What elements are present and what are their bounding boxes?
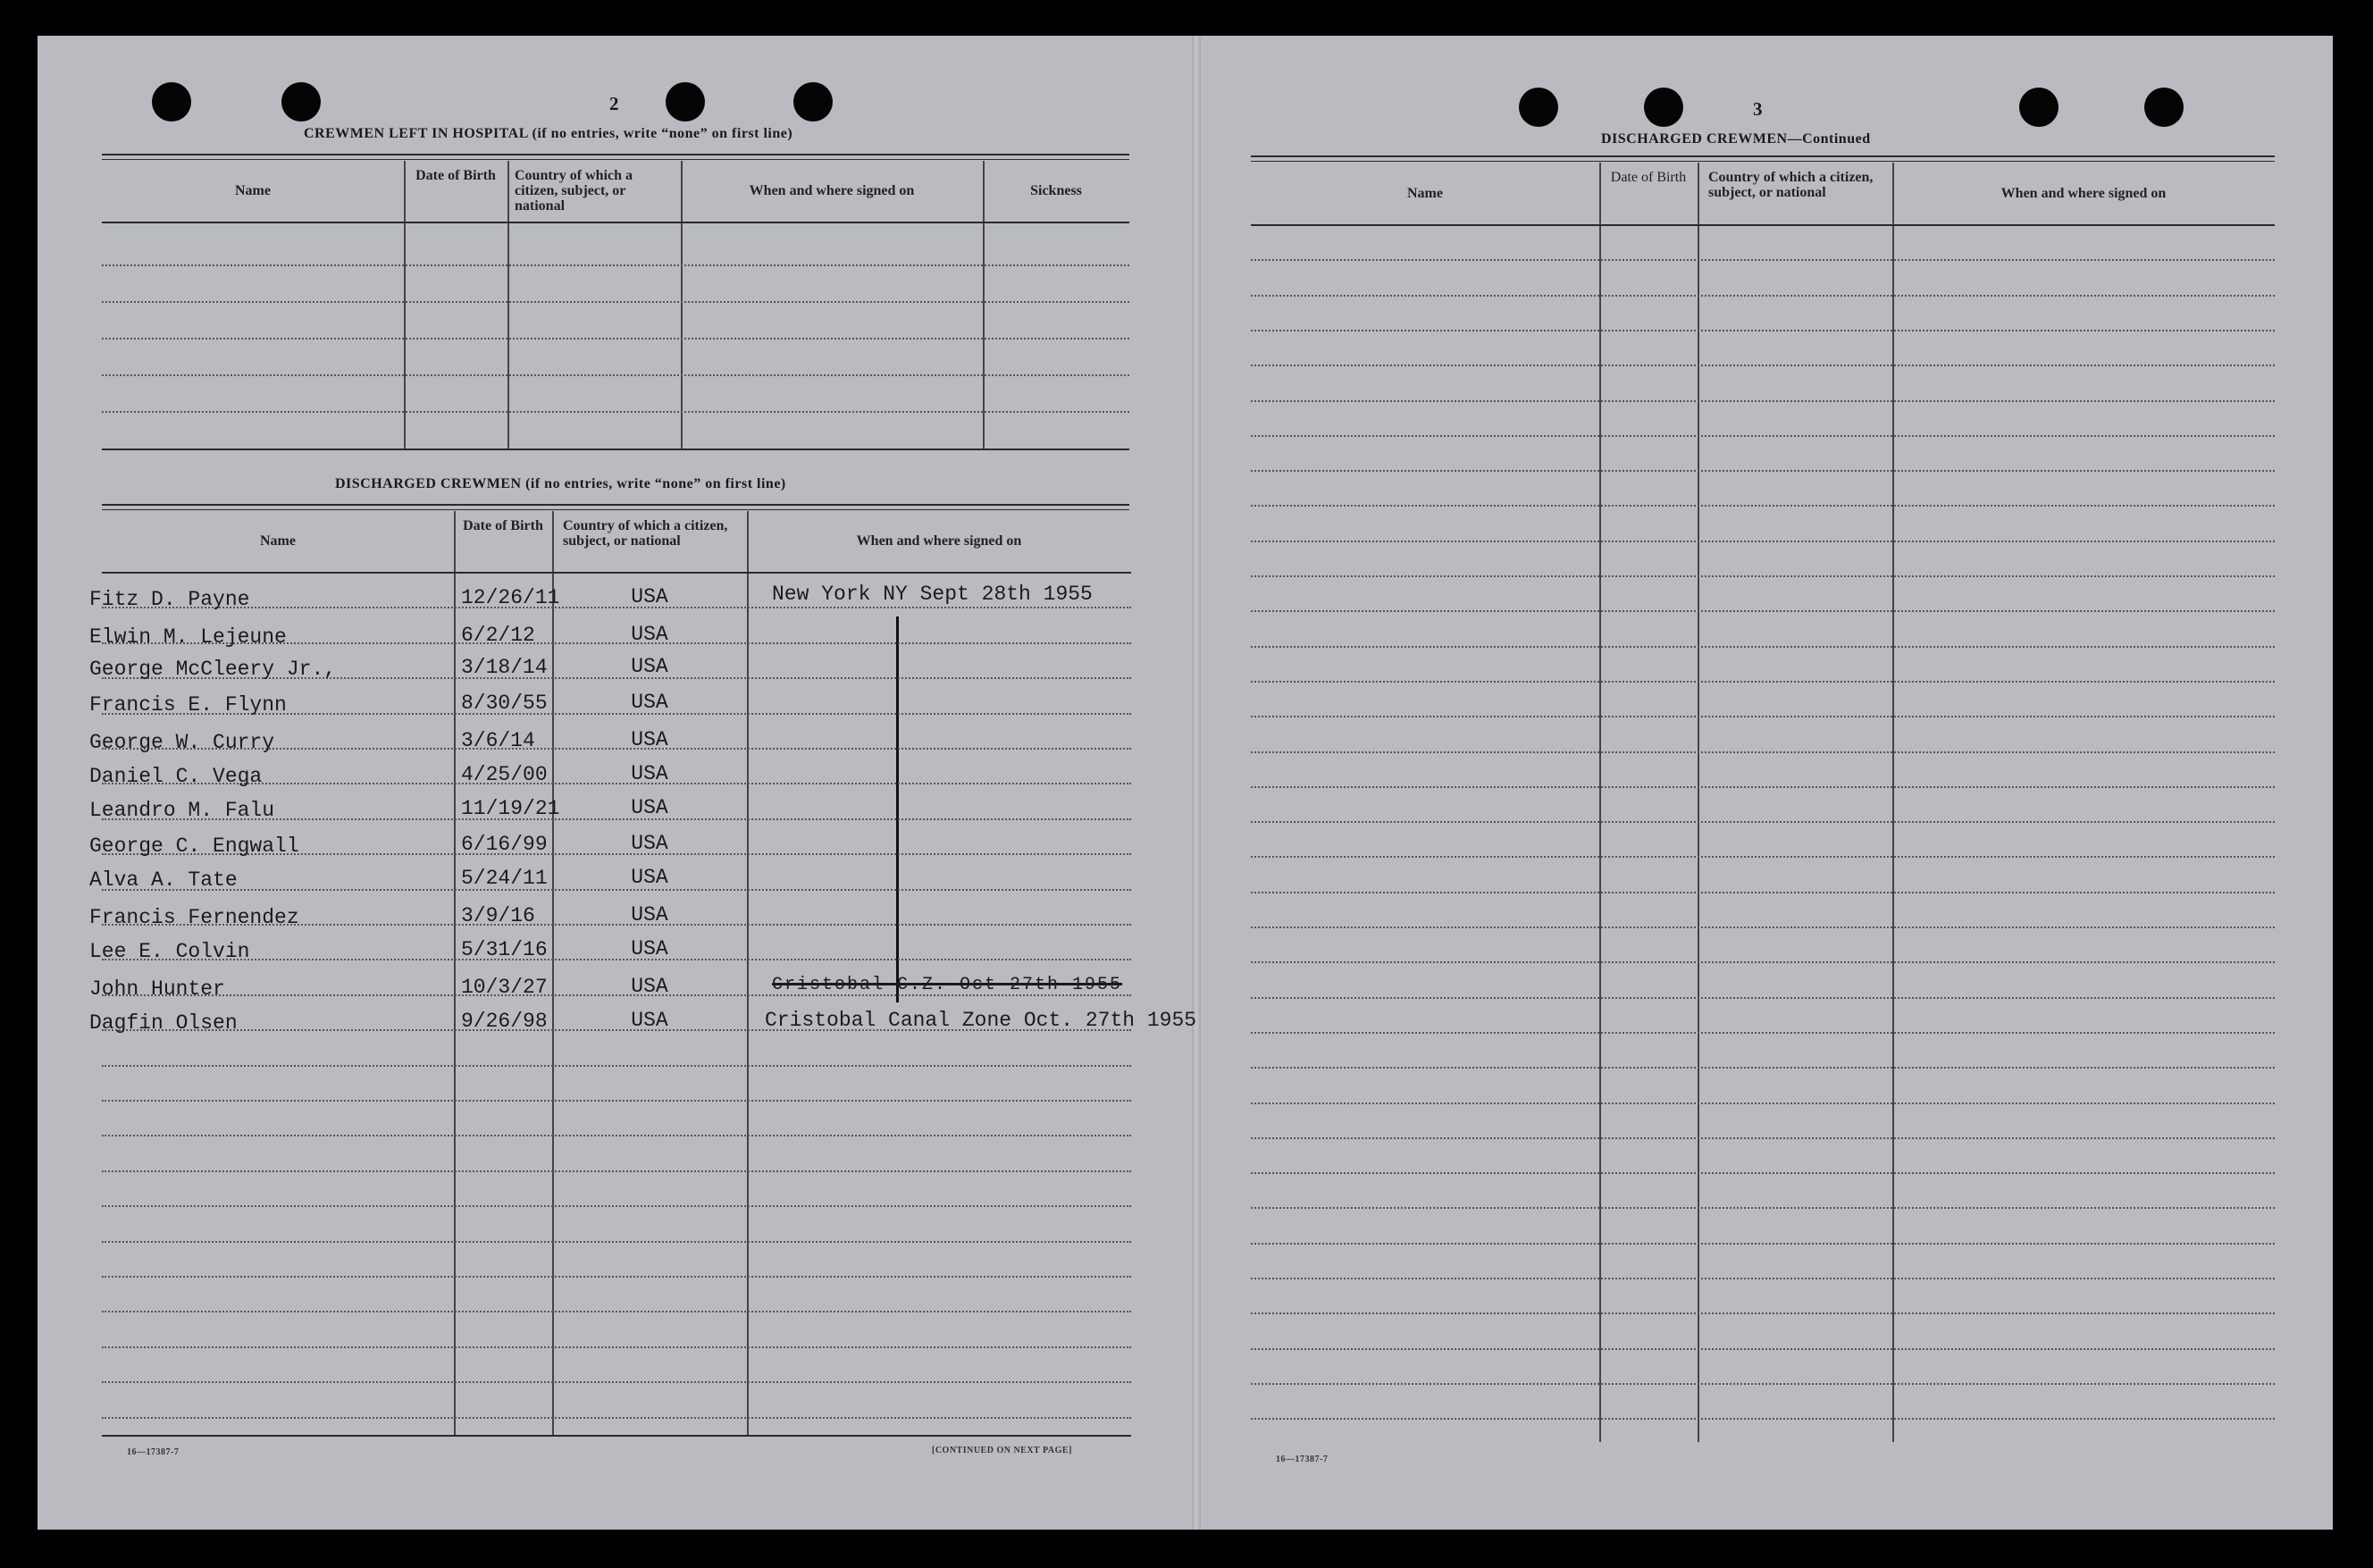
crew-country: USA — [631, 1009, 668, 1032]
table-row — [1251, 1348, 2275, 1350]
crew-date-of-birth: 5/31/16 — [461, 938, 548, 961]
table-row — [1251, 716, 2275, 717]
table-row — [1251, 1383, 2275, 1385]
table-row — [102, 1276, 1131, 1278]
table-row — [102, 1135, 1131, 1136]
table-row — [102, 338, 1129, 340]
crew-country: USA — [631, 937, 668, 960]
table-row — [102, 411, 1129, 413]
crew-name: George C. Engwall — [89, 834, 299, 858]
table-row — [1251, 365, 2275, 366]
page-number-right: 3 — [1753, 98, 1763, 120]
header-bottom-rule — [1251, 224, 2275, 226]
form-number: 16—17387-7 — [127, 1447, 180, 1457]
crew-country: USA — [631, 585, 668, 608]
punch-hole — [1644, 88, 1683, 127]
column-divider — [983, 161, 985, 449]
table-row — [1251, 1172, 2275, 1174]
discharged-top-rule — [102, 504, 1129, 506]
crew-name: Fitz D. Payne — [89, 588, 250, 611]
crew-signed-on: Cristobal Canal Zone Oct. 27th 1955 — [765, 1009, 1197, 1032]
crew-date-of-birth: 6/2/12 — [461, 624, 535, 647]
column-header: Name — [260, 533, 296, 549]
table-row — [102, 1170, 1131, 1172]
header-bottom-rule — [102, 572, 1131, 574]
crew-country: USA — [631, 796, 668, 819]
crew-signed-on: New York NY Sept 28th 1955 — [772, 583, 1093, 606]
table-row — [1251, 1418, 2275, 1420]
table-row — [1251, 330, 2275, 331]
punch-hole — [2019, 88, 2059, 127]
table-row — [102, 1100, 1131, 1102]
table-row — [102, 264, 1129, 266]
column-divider — [404, 161, 406, 449]
table-row — [1251, 505, 2275, 507]
column-header: Sickness — [1030, 183, 1082, 198]
table-row — [1251, 470, 2275, 472]
table-row — [1251, 821, 2275, 823]
table-row — [1251, 1243, 2275, 1245]
page-number: 2 — [609, 93, 619, 114]
punch-hole — [281, 82, 321, 122]
crew-name: Alva A. Tate — [89, 868, 238, 892]
column-header: Date of Birth — [463, 518, 543, 533]
table-row — [102, 1205, 1131, 1207]
header-bottom-rule — [102, 222, 1129, 223]
column-header: Date of Birth — [1610, 170, 1687, 185]
table-row — [1251, 400, 2275, 402]
table-row — [1251, 997, 2275, 999]
crew-date-of-birth: 3/9/16 — [461, 904, 535, 927]
column-divider — [747, 511, 749, 1435]
crew-name: John Hunter — [89, 977, 225, 1001]
table-row — [1251, 1137, 2275, 1139]
column-divider — [1599, 163, 1601, 1442]
crew-country: USA — [631, 655, 668, 678]
column-divider — [1698, 163, 1699, 1442]
crew-country: USA — [631, 762, 668, 785]
form-number-right: 16—17387-7 — [1276, 1455, 1329, 1464]
table-row — [1251, 541, 2275, 542]
table-row — [1251, 1207, 2275, 1209]
crew-name: Dagfin Olsen — [89, 1011, 238, 1035]
crew-name: Daniel C. Vega — [89, 765, 263, 788]
table-row — [1251, 856, 2275, 858]
punch-hole — [152, 82, 191, 122]
column-divider — [681, 161, 683, 449]
continued-note: [CONTINUED ON NEXT PAGE] — [932, 1446, 1072, 1455]
crew-name: Francis E. Flynn — [89, 693, 287, 717]
page-fold — [1192, 36, 1201, 1530]
column-header: When and where signed on — [856, 533, 1022, 549]
table-row — [1251, 786, 2275, 788]
crew-date-of-birth: 10/3/27 — [461, 976, 548, 999]
column-header: Country of which a citizen, subject, or national — [563, 518, 728, 549]
table-row — [1251, 961, 2275, 963]
crew-country: USA — [631, 903, 668, 927]
hospital-section-title: CREWMEN LEFT IN HOSPITAL (if no entries, write “none” on first line) — [304, 126, 793, 141]
crew-country: USA — [631, 866, 668, 889]
table-row — [1251, 295, 2275, 297]
crew-date-of-birth: 11/19/21 — [461, 797, 560, 820]
table-bottom-rule — [102, 449, 1129, 450]
table-row — [1251, 1278, 2275, 1279]
hospital-top-rule — [102, 154, 1129, 155]
table-row — [102, 1417, 1131, 1419]
crew-name: George W. Curry — [89, 731, 275, 754]
table-row — [102, 1381, 1131, 1383]
crew-signed-on: Cristobal C.Z. Oct 27th 1955 — [772, 975, 1123, 995]
table-row — [102, 1241, 1131, 1243]
table-bottom-rule — [102, 1435, 1131, 1437]
table-row — [1251, 892, 2275, 893]
table-row — [1251, 1312, 2275, 1314]
discharged-continued-title: DISCHARGED CREWMEN—Continued — [1601, 131, 1871, 147]
table-row — [102, 1346, 1131, 1348]
crew-country: USA — [631, 975, 668, 998]
table-row — [102, 1065, 1131, 1067]
column-header: When and where signed on — [2000, 186, 2167, 201]
column-divider — [454, 511, 456, 1435]
crew-date-of-birth: 3/6/14 — [461, 729, 535, 752]
table-row — [1251, 927, 2275, 928]
table-row — [1251, 610, 2275, 612]
column-header: When and where signed on — [749, 183, 915, 198]
table-row — [102, 301, 1129, 303]
crew-country: USA — [631, 832, 668, 855]
crew-date-of-birth: 4/25/00 — [461, 763, 548, 786]
crew-country: USA — [631, 728, 668, 751]
table-row — [1251, 259, 2275, 261]
table-row — [1251, 1067, 2275, 1069]
column-header: Date of Birth — [415, 168, 496, 183]
crew-date-of-birth: 3/18/14 — [461, 656, 548, 679]
punch-hole — [2144, 88, 2184, 127]
crew-name: Lee E. Colvin — [89, 940, 250, 963]
crew-date-of-birth: 8/30/55 — [461, 692, 548, 715]
table-row — [1251, 1103, 2275, 1104]
punch-hole — [666, 82, 705, 122]
table-row — [1251, 681, 2275, 683]
crew-name: Elwin M. Lejeune — [89, 625, 287, 649]
punch-hole — [793, 82, 833, 122]
column-divider — [552, 511, 554, 1435]
crew-country: USA — [631, 691, 668, 714]
crew-date-of-birth: 5/24/11 — [461, 867, 548, 890]
column-header: Country of which a citizen, subject, or national — [1708, 170, 1874, 200]
discharged-section-title: DISCHARGED CREWMEN (if no entries, write “none” on first line) — [335, 476, 786, 491]
ditto-bracket-line — [896, 616, 899, 1002]
crew-date-of-birth: 9/26/98 — [461, 1010, 548, 1033]
column-header: Name — [1407, 186, 1443, 201]
table-row — [102, 374, 1129, 376]
table-row — [1251, 751, 2275, 753]
table-row — [1251, 575, 2275, 577]
table-row — [1251, 646, 2275, 648]
column-header: Country of which a citizen, subject, or national — [515, 168, 633, 214]
table-row — [1251, 1032, 2275, 1034]
table-row — [1251, 435, 2275, 437]
table-row — [102, 1311, 1131, 1312]
crew-name: George McCleery Jr., — [89, 658, 337, 681]
column-divider — [1892, 163, 1894, 1442]
crew-date-of-birth: 12/26/11 — [461, 586, 560, 609]
punch-hole — [1519, 88, 1558, 127]
crew-country: USA — [631, 623, 668, 646]
column-header: Name — [235, 183, 271, 198]
crew-date-of-birth: 6/16/99 — [461, 833, 548, 856]
crew-name: Francis Fernendez — [89, 906, 299, 929]
crew-name: Leandro M. Falu — [89, 799, 275, 822]
